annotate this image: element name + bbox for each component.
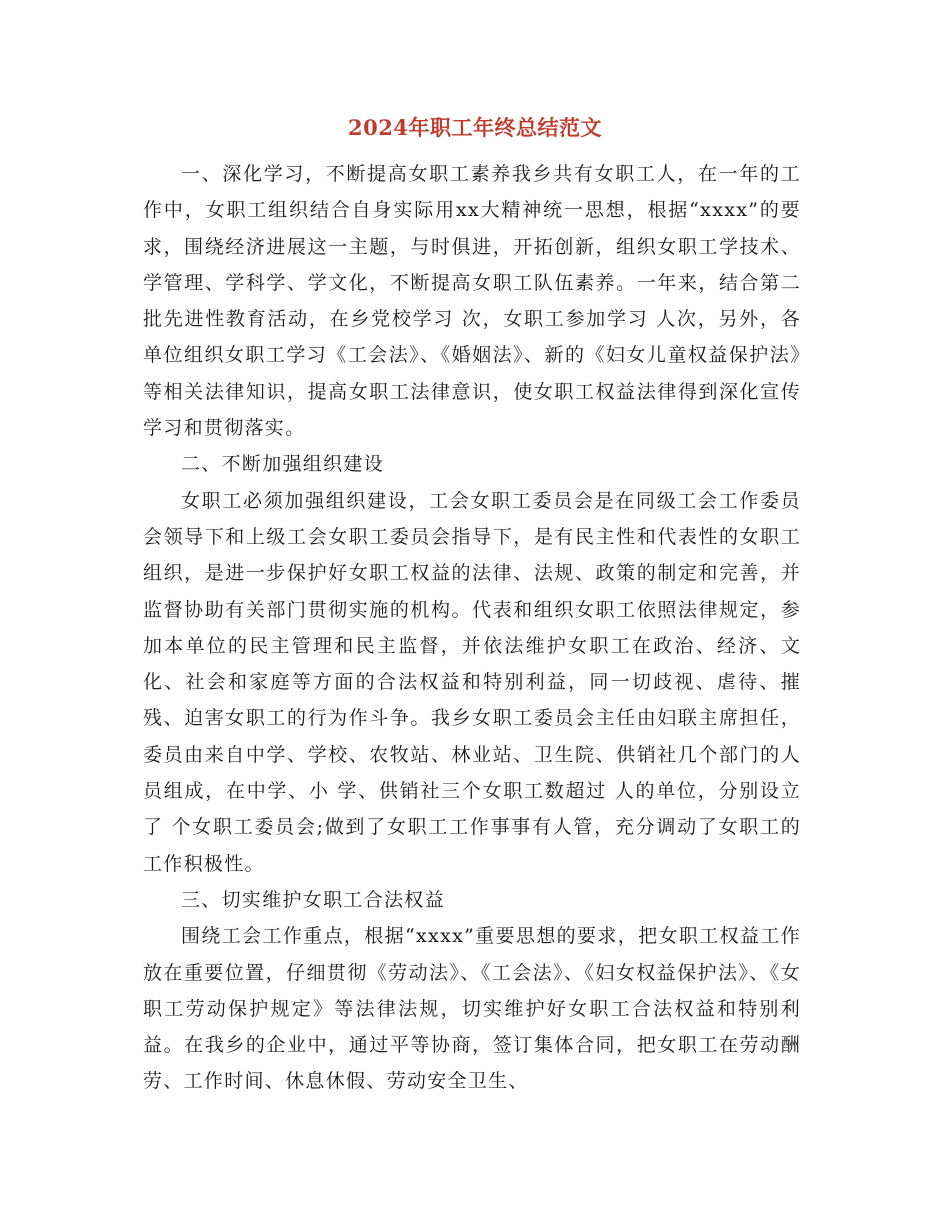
document-title: 2024年职工年终总结范文 [348, 115, 602, 140]
heading-organization: 二、不断加强组织建设 [181, 453, 385, 476]
heading-rights: 三、切实维护女职工合法权益 [181, 888, 445, 911]
paragraph-rights: 围绕工会工作重点，根据“xxxx”重要思想的要求，把女职工权益工作放在重要位置，仔细贯彻《劳动法》、《工会法》、《妇女权益保护法》、《女职工劳动保护规定》等法律法规，切实维护好女职工合法权益和特别利益。在我乡的企业中，通过平等协商，签订集体合同，把女职工在劳动酬劳、工作时间、休息休假、劳动安全卫生、 [143, 925, 801, 1093]
document-body [143, 156, 801, 1100]
paragraph-organization: 女职工必须加强组织建设，工会女职工委员会是在同级工会工作委员会领导下和上级工会女职工委员会指导下，是有民主性和代表性的女职工组织，是进一步保护好女职工权益的法律、法规、政策的制定和完善，并监督协助有关部门贯彻实施的机构。代表和组织女职工依照法律规定，参加本单位的民主管理和民主监督，并依法维护女职工在政治、经济、文化、社会和家庭等方面的合法权益和特别利益，同一切歧视、虐待、摧残、迫害女职工的行为作斗争。我乡女职工委员会主任由妇联主席担任，委员由来自中学、学校、农牧站、林业站、卫生院、供销社几个部门的人员组成，在中学、小 学、供销社三个女职工数超过 人的单位，分别设立了 个女职工委员会;做到了女职工工作事事有人管，充分调动了女职工的工作积极性。 [143, 489, 801, 875]
paragraph-study: 一、深化学习，不断提高女职工素养我乡共有女职工人，在一年的工作中，女职工组织结合自身实际用xx大精神统一思想，根据“xxxx”的要求，围绕经济进展这一主题，与时俱进，开拓创新，组织女职工学技术、学管理、学科学、学文化，不断提高女职工队伍素养。一年来，结合第二批先进性教育活动，在乡党校学习 次，女职工参加学习 人次，另外，各单位组织女职工学习《工会法》、《婚姻法》、新的《妇女儿童权益保护法》等相关法律知识，提高女职工法律意识，使女职工权益法律得到深化宣传学习和贯彻落实。 [143, 163, 801, 440]
